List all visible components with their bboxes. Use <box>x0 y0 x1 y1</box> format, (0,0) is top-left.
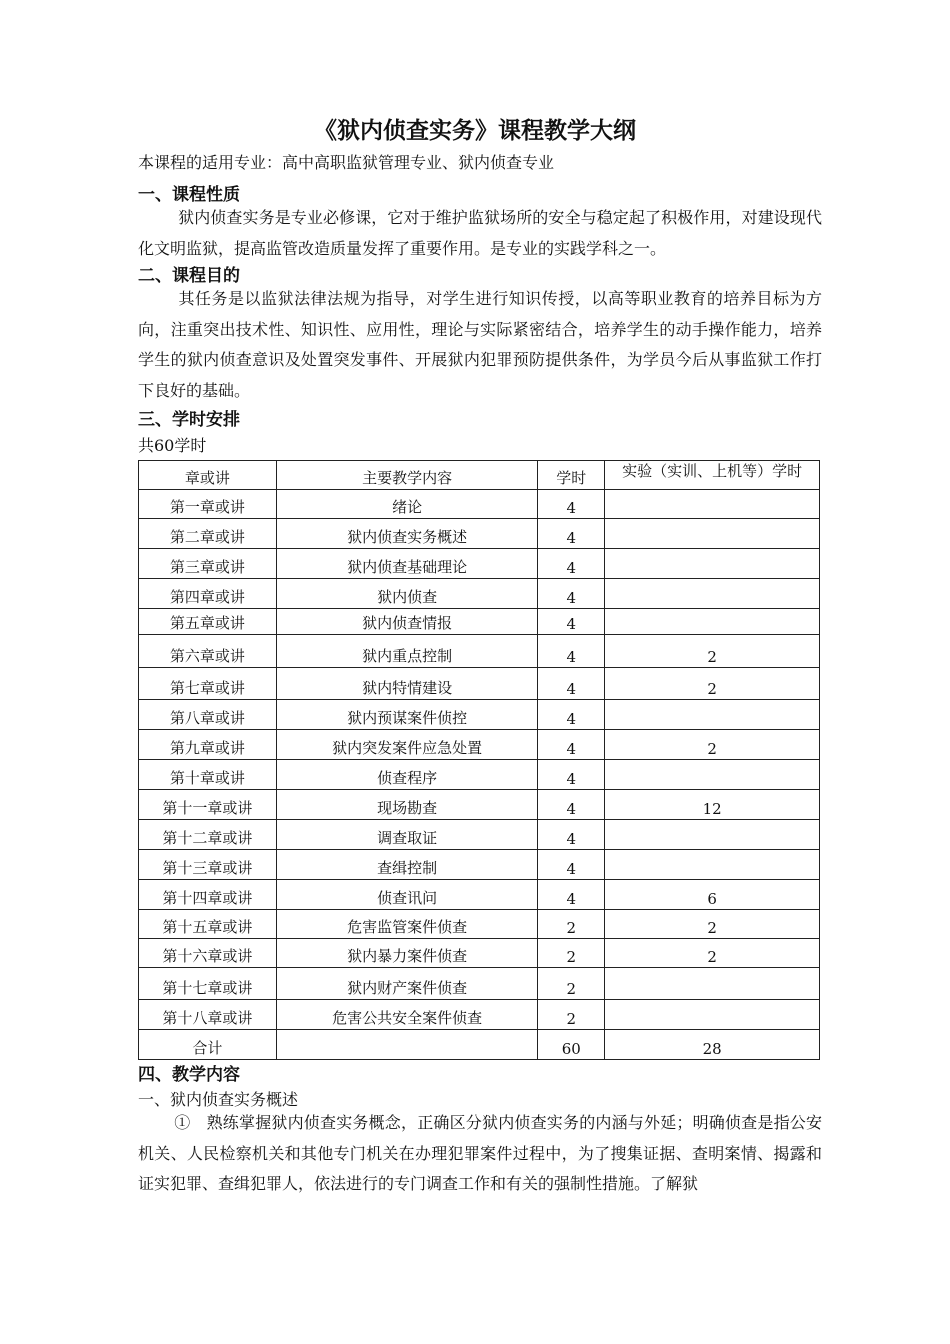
cell-content: 现场勘查 <box>276 790 538 820</box>
cell-hours: 4 <box>538 880 605 910</box>
cell-content: 狱内特情建设 <box>276 668 538 700</box>
cell-chapter: 第九章或讲 <box>139 730 277 760</box>
cell-experiment-hours <box>605 700 820 730</box>
cell-hours: 4 <box>538 850 605 880</box>
cell-hours: 4 <box>538 579 605 609</box>
table-row <box>139 880 820 910</box>
section-text-nature <box>138 203 822 264</box>
table-row <box>139 609 820 635</box>
cell-chapter: 第十八章或讲 <box>139 1000 277 1030</box>
cell-chapter: 第一章或讲 <box>139 490 277 519</box>
cell-chapter: 第十四章或讲 <box>139 880 277 910</box>
cell-hours: 2 <box>538 968 605 1000</box>
section-heading-hours: 三、学时安排 <box>138 410 240 430</box>
cell-chapter: 第十章或讲 <box>139 760 277 790</box>
cell-chapter: 第三章或讲 <box>139 549 277 579</box>
cell-hours: 4 <box>538 549 605 579</box>
cell-hours: 4 <box>538 820 605 850</box>
table-row <box>139 790 820 820</box>
cell-experiment-hours: 12 <box>605 790 820 820</box>
table-row <box>139 1030 820 1060</box>
cell-hours: 4 <box>538 519 605 549</box>
table-row <box>139 910 820 939</box>
section-heading-purpose: 二、课程目的 <box>138 266 240 286</box>
cell-content: 狱内侦查实务概述 <box>276 519 538 549</box>
cell-content: 查缉控制 <box>276 850 538 880</box>
cell-content: 狱内突发案件应急处置 <box>276 730 538 760</box>
cell-experiment-hours: 28 <box>605 1030 820 1060</box>
cell-content: 调查取证 <box>276 820 538 850</box>
applicable-major: 本课程的适用专业：高中高职监狱管理专业、狱内侦查专业 <box>138 153 555 172</box>
cell-hours: 2 <box>538 910 605 939</box>
cell-chapter: 第五章或讲 <box>139 609 277 635</box>
table-row <box>139 579 820 609</box>
table-row <box>139 549 820 579</box>
table-row <box>139 519 820 549</box>
cell-hours: 4 <box>538 790 605 820</box>
table-row <box>139 850 820 880</box>
cell-hours: 4 <box>538 730 605 760</box>
table-row <box>139 968 820 1000</box>
cell-chapter: 第十二章或讲 <box>139 820 277 850</box>
cell-experiment-hours <box>605 609 820 635</box>
cell-chapter: 第七章或讲 <box>139 668 277 700</box>
header-chapter: 章或讲 <box>139 461 277 490</box>
cell-experiment-hours: 2 <box>605 668 820 700</box>
cell-content: 狱内侦查 <box>276 579 538 609</box>
cell-hours: 60 <box>538 1030 605 1060</box>
cell-experiment-hours: 6 <box>605 880 820 910</box>
table-row <box>139 700 820 730</box>
cell-chapter: 第十六章或讲 <box>139 939 277 968</box>
cell-content: 绪论 <box>276 490 538 519</box>
table-header-row <box>139 461 820 490</box>
cell-content: 狱内侦查基础理论 <box>276 549 538 579</box>
cell-experiment-hours <box>605 579 820 609</box>
cell-experiment-hours <box>605 549 820 579</box>
cell-content: 狱内预谋案件侦控 <box>276 700 538 730</box>
cell-experiment-hours: 2 <box>605 635 820 668</box>
cell-hours: 4 <box>538 760 605 790</box>
subsection-overview: 一、狱内侦查实务概述 <box>138 1090 299 1109</box>
cell-experiment-hours: 2 <box>605 730 820 760</box>
nature-text: 狱内侦查实务是专业必修课，它对于维护监狱场所的安全与稳定起了积极作用，对建设现代化文明监狱，提高监管改造质量发挥了重要作用。是专业的实践学科之一。 <box>138 208 822 258</box>
table-row <box>139 668 820 700</box>
cell-content: 侦查程序 <box>276 760 538 790</box>
cell-chapter: 第十五章或讲 <box>139 910 277 939</box>
cell-hours: 4 <box>538 490 605 519</box>
purpose-text: 其任务是以监狱法律法规为指导，对学生进行知识传授，以高等职业教育的培养目标为方向，注重突出技术性、知识性、应用性，理论与实际紧密结合，培养学生的动手操作能力，培养学生的狱内侦查意识及处置突发事件、开展狱内犯罪预防提供条件，为学员今后从事监狱工作打下良好的基础。 <box>138 289 822 400</box>
cell-content: 危害监管案件侦查 <box>276 910 538 939</box>
page-title: 《狱内侦查实务》课程教学大纲 <box>314 118 636 144</box>
cell-experiment-hours <box>605 519 820 549</box>
header-hours: 学时 <box>538 461 605 490</box>
cell-content: 狱内重点控制 <box>276 635 538 668</box>
cell-content: 狱内暴力案件侦查 <box>276 939 538 968</box>
cell-hours: 4 <box>538 700 605 730</box>
cell-hours: 4 <box>538 635 605 668</box>
cell-experiment-hours <box>605 850 820 880</box>
table-row <box>139 820 820 850</box>
cell-content <box>276 1030 538 1060</box>
cell-content: 危害公共安全案件侦查 <box>276 1000 538 1030</box>
total-hours: 共60学时 <box>138 436 207 455</box>
table-row <box>139 490 820 519</box>
table-row <box>139 730 820 760</box>
content-text: ① 熟练掌握狱内侦查实务概念，正确区分狱内侦查实务的内涵与外延；明确侦查是指公安机关、人民检察机关和其他专门机关在办理犯罪案件过程中，为了搜集证据、查明案情、揭露和证实犯罪、查缉犯罪人，依法进行的专门调查工作和有关的强制性措施。了解狱 <box>138 1113 822 1193</box>
cell-experiment-hours: 2 <box>605 939 820 968</box>
cell-content: 侦查讯问 <box>276 880 538 910</box>
cell-experiment-hours <box>605 760 820 790</box>
cell-content: 狱内财产案件侦查 <box>276 968 538 1000</box>
table-row <box>139 635 820 668</box>
header-experiment-label: 实验（实训、上机等）学时 <box>622 462 803 480</box>
header-experiment-hours <box>605 461 820 490</box>
section-text-content <box>138 1108 822 1200</box>
cell-chapter: 第二章或讲 <box>139 519 277 549</box>
table-row <box>139 1000 820 1030</box>
cell-chapter: 第十一章或讲 <box>139 790 277 820</box>
cell-experiment-hours <box>605 820 820 850</box>
cell-hours: 2 <box>538 1000 605 1030</box>
cell-chapter: 第六章或讲 <box>139 635 277 668</box>
cell-experiment-hours <box>605 490 820 519</box>
table-row <box>139 760 820 790</box>
cell-chapter: 第四章或讲 <box>139 579 277 609</box>
cell-experiment-hours <box>605 1000 820 1030</box>
cell-experiment-hours <box>605 968 820 1000</box>
cell-hours: 4 <box>538 668 605 700</box>
section-heading-content: 四、教学内容 <box>138 1065 240 1085</box>
cell-experiment-hours: 2 <box>605 910 820 939</box>
header-content: 主要教学内容 <box>276 461 538 490</box>
cell-chapter: 合计 <box>139 1030 277 1060</box>
table-row <box>139 939 820 968</box>
cell-hours: 4 <box>538 609 605 635</box>
section-text-purpose <box>138 284 822 406</box>
cell-chapter: 第八章或讲 <box>139 700 277 730</box>
cell-hours: 2 <box>538 939 605 968</box>
section-heading-nature: 一、课程性质 <box>138 185 240 205</box>
cell-content: 狱内侦查情报 <box>276 609 538 635</box>
cell-chapter: 第十七章或讲 <box>139 968 277 1000</box>
cell-chapter: 第十三章或讲 <box>139 850 277 880</box>
hours-table <box>138 460 820 1060</box>
